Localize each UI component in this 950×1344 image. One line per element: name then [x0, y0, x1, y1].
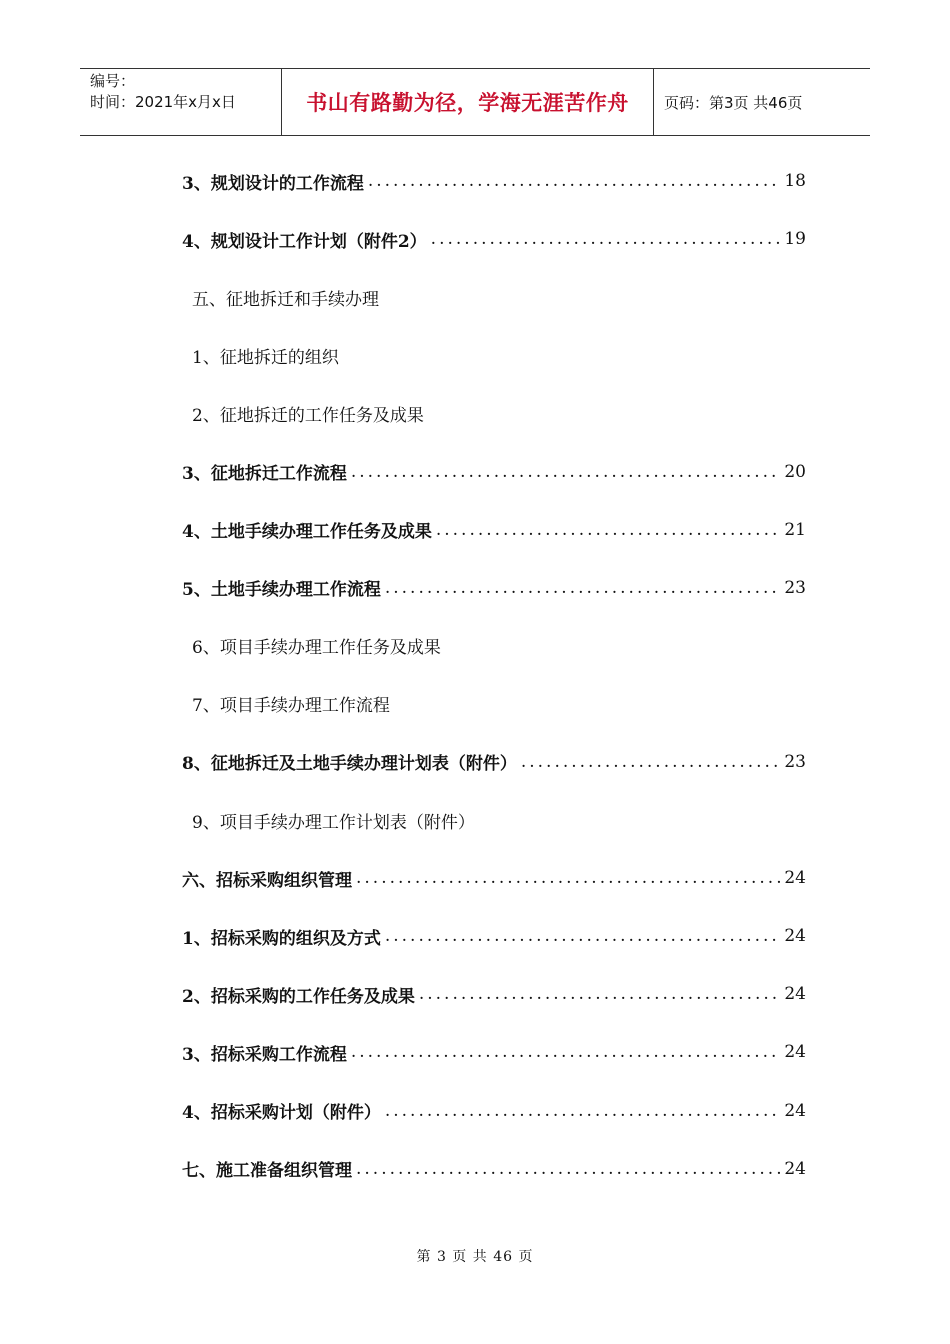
toc-leader-dots: [436, 520, 781, 540]
toc-page-number: 19: [784, 229, 806, 250]
header-motto-cell: [282, 69, 654, 135]
toc-page-number: 20: [784, 461, 806, 482]
toc-entry[interactable]: [182, 442, 806, 500]
header-motto: 书山有路勤为径，学海无涯苦作舟: [306, 91, 629, 115]
toc-entry-title: 2、招标采购的工作任务及成果: [182, 986, 415, 1007]
toc-entry-title: 3、征地拆迁工作流程: [182, 464, 347, 485]
toc-page-number: 23: [784, 577, 806, 598]
header-page-info: 页码：第3页 共46页: [664, 93, 803, 112]
toc-entry[interactable]: [182, 152, 806, 210]
toc-leader-dots: [356, 868, 780, 888]
toc-page-number: 24: [784, 926, 806, 947]
toc-page-number: 24: [784, 1158, 806, 1179]
page-footer: 第 3 页 共 46 页: [416, 1249, 534, 1265]
toc-entry-title: 7、项目手续办理工作流程: [192, 696, 390, 717]
toc-entry-title: 1、征地拆迁的组织: [192, 347, 339, 368]
toc-entry[interactable]: [182, 501, 806, 559]
toc-entry[interactable]: [182, 268, 806, 326]
toc-page-number: 23: [784, 751, 806, 772]
toc-entry[interactable]: [182, 617, 806, 675]
toc-entry[interactable]: [182, 791, 806, 849]
toc-entry[interactable]: [182, 965, 806, 1023]
toc-entry[interactable]: [182, 326, 806, 384]
toc-leader-dots: [521, 752, 781, 772]
toc-page-number: 24: [784, 868, 806, 889]
toc-leader-dots: [368, 171, 781, 191]
toc-entry[interactable]: [182, 1140, 806, 1198]
toc-entry-title: 4、规划设计工作计划（附件2）: [182, 231, 427, 252]
toc-leader-dots: [385, 926, 781, 946]
toc-entry[interactable]: [182, 1023, 806, 1081]
toc-leader-dots: [431, 229, 781, 249]
toc-entry-title: 4、土地手续办理工作任务及成果: [182, 522, 432, 543]
toc-entry[interactable]: [182, 733, 806, 791]
toc-entry[interactable]: [182, 675, 806, 733]
toc-page-number: 24: [784, 984, 806, 1005]
toc-entry-title: 3、招标采购工作流程: [182, 1044, 347, 1065]
toc-entry-title: 五、征地拆迁和手续办理: [192, 289, 379, 310]
toc-entry-title: 3、规划设计的工作流程: [182, 173, 364, 194]
toc-entry-title: 2、征地拆迁的工作任务及成果: [192, 405, 424, 426]
toc-entry-title: 1、招标采购的组织及方式: [182, 928, 381, 949]
toc-leader-dots: [351, 1042, 781, 1062]
toc-entry-title: 七、施工准备组织管理: [182, 1161, 352, 1182]
toc-page-number: 24: [784, 1100, 806, 1121]
toc-entry-title: 六、招标采购组织管理: [182, 870, 352, 891]
toc-entry-title: 8、征地拆迁及土地手续办理计划表（附件）: [182, 754, 517, 775]
toc-entry-title: 5、土地手续办理工作流程: [182, 580, 381, 601]
time-label: 时间：2021年x月x日: [90, 93, 236, 111]
toc-page-number: 21: [784, 519, 806, 540]
toc-entry[interactable]: [182, 849, 806, 907]
toc-entry[interactable]: [182, 559, 806, 617]
toc-page-number: 18: [784, 171, 806, 192]
toc-leader-dots: [385, 578, 781, 598]
toc-entry[interactable]: [182, 1082, 806, 1140]
page-header: [80, 68, 870, 136]
toc-leader-dots: [385, 1101, 781, 1121]
toc-entry-title: 6、项目手续办理工作任务及成果: [192, 638, 441, 659]
number-label: 编号：: [90, 72, 136, 90]
toc-leader-dots: [356, 1159, 780, 1179]
toc-entry[interactable]: [182, 384, 806, 442]
toc-entry[interactable]: [182, 210, 806, 268]
toc-leader-dots: [419, 984, 781, 1004]
header-meta: [80, 69, 282, 135]
toc-leader-dots: [351, 462, 781, 482]
toc-page-number: 24: [784, 1042, 806, 1063]
table-of-contents: [182, 152, 806, 1198]
toc-entry[interactable]: [182, 907, 806, 965]
toc-entry-title: 9、项目手续办理工作计划表（附件）: [192, 812, 475, 833]
toc-entry-title: 4、招标采购计划（附件）: [182, 1103, 381, 1124]
